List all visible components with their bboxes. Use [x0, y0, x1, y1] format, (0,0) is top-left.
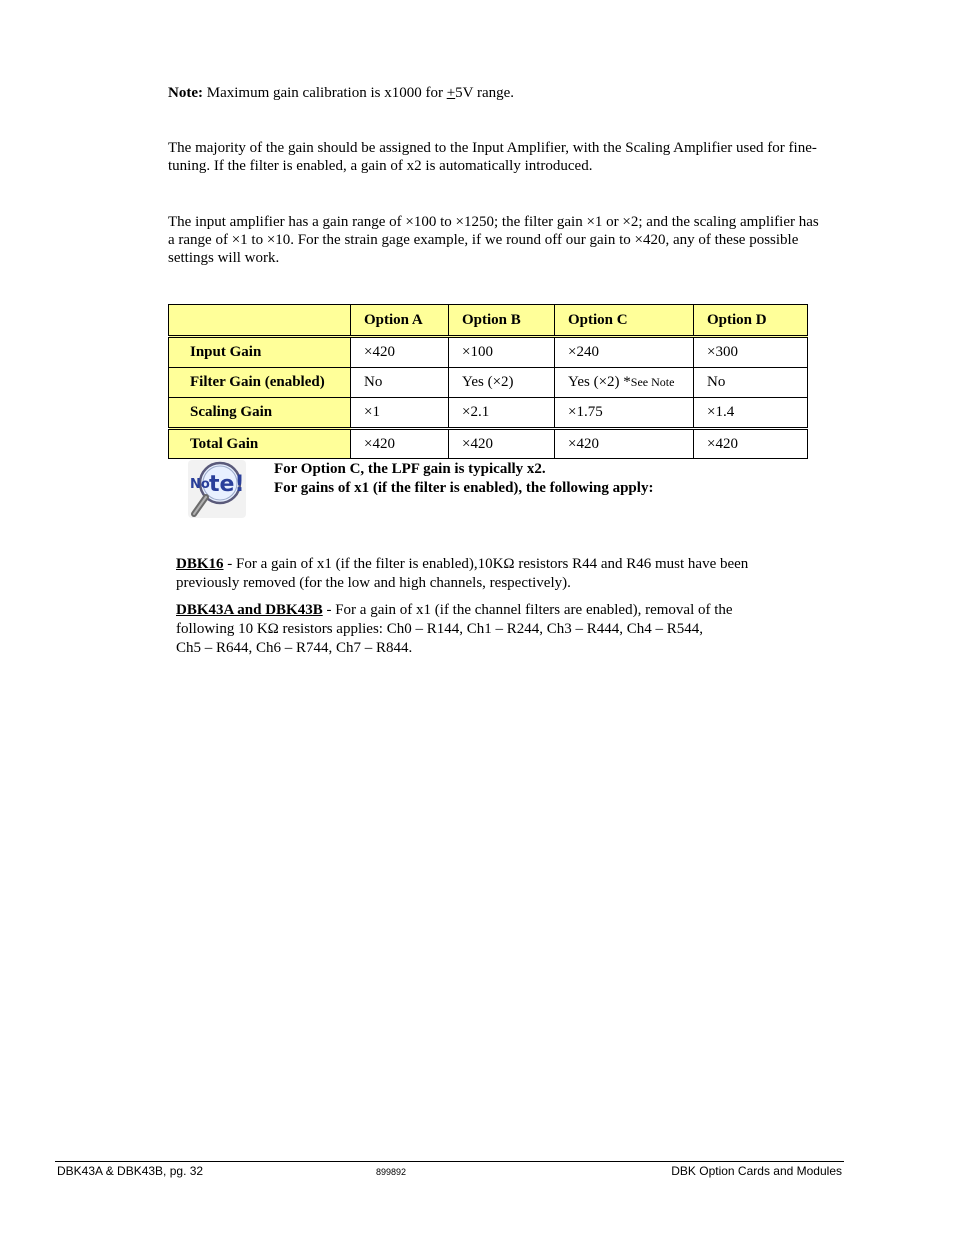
gain-range-paragraph: The input amplifier has a gain range of ×100 to ×1250; the filter gain ×1 or ×2; and the scaling amplifier has a range of ×1 to ×10. For the strain gage example, if we round off our gain to ×420, any of these possible settings will work. — [168, 214, 819, 266]
dbk16-text: - For a gain of x1 (if the filter is enabled),10KΩ resistors R44 and R46 must have been previously removed (for the low and high channels, respectively). — [176, 556, 749, 591]
table-row — [169, 398, 808, 429]
dbk43-text: - For a gain of x1 (if the channel filters are enabled), removal of the following 10 KΩ resistors applies: Ch0 – R144, Ch1 – R244, Ch3 – R444, Ch4 – R544, — [176, 602, 733, 637]
table-header-empty — [169, 305, 351, 337]
see-note-reference: See Note — [630, 375, 675, 389]
table-header-option-c: Option C — [555, 305, 694, 337]
note-line-2: For gains of x1 (if the filter is enabled), the following apply: — [274, 480, 654, 496]
dbk16-title: DBK16 — [176, 556, 224, 572]
note-text-end: 5V range. — [455, 85, 515, 101]
note-magnifier-icon — [186, 458, 248, 520]
footer-doc-number: 899892 — [376, 1167, 407, 1177]
cell-option-c-value: Yes (×2) * — [568, 374, 631, 390]
note-box-text — [274, 460, 814, 498]
cell-option-c: ×1.75 — [555, 398, 694, 429]
dbk43-text-continued: Ch5 – R644, Ch6 – R744, Ch7 – R844. — [176, 640, 413, 656]
cell-option-a: ×1 — [351, 398, 449, 429]
gain-assignment-paragraph: The majority of the gain should be assigned to the Input Amplifier, with the Scaling Amplifier used for fine-tuning. If the filter is enabled, a gain of x2 is automatically introduced. — [168, 140, 817, 174]
cell-option-a: ×420 — [351, 337, 449, 368]
cell-option-b: ×420 — [449, 429, 555, 459]
cell-option-b: ×2.1 — [449, 398, 555, 429]
note-label: Note: — [168, 85, 203, 101]
cell-option-d: ×1.4 — [694, 398, 808, 429]
cell-option-a: ×420 — [351, 429, 449, 459]
row-label-input-gain: Input Gain — [169, 337, 351, 368]
footer-divider — [55, 1161, 844, 1162]
cell-option-b: Yes (×2) — [449, 368, 555, 398]
cell-option-a: No — [351, 368, 449, 398]
cell-option-d: No — [694, 368, 808, 398]
footer-left: DBK43A & DBK43B, pg. 32 — [57, 1164, 204, 1178]
svg-text:te!: te! — [209, 472, 245, 497]
dbk43-title: DBK43A and DBK43B — [176, 602, 323, 618]
cell-option-c — [555, 368, 694, 398]
dbk16-paragraph — [176, 555, 776, 593]
note-line-1: For Option C, the LPF gain is typically x2. — [274, 461, 546, 477]
note-maximum-gain — [168, 84, 828, 102]
table-row — [169, 368, 808, 398]
footer-right: DBK Option Cards and Modules — [671, 1164, 842, 1178]
table-header-option-a: Option A — [351, 305, 449, 337]
row-label-total-gain: Total Gain — [169, 429, 351, 459]
table-row — [169, 429, 808, 459]
svg-text:No: No — [190, 477, 210, 492]
table-row — [169, 337, 808, 368]
row-label-scaling-gain: Scaling Gain — [169, 398, 351, 429]
cell-option-d: ×420 — [694, 429, 808, 459]
cell-option-c: ×240 — [555, 337, 694, 368]
table-header-row — [169, 305, 808, 337]
plusminus-sign: + — [446, 85, 456, 101]
table-header-option-b: Option B — [449, 305, 555, 337]
dbk43-paragraph — [176, 601, 776, 658]
note-text: Maximum gain calibration is x1000 for — [202, 85, 447, 101]
gain-options-table — [168, 304, 808, 459]
cell-option-d: ×300 — [694, 337, 808, 368]
cell-option-c: ×420 — [555, 429, 694, 459]
cell-option-b: ×100 — [449, 337, 555, 368]
table-header-option-d: Option D — [694, 305, 808, 337]
row-label-filter-gain: Filter Gain (enabled) — [169, 368, 351, 398]
